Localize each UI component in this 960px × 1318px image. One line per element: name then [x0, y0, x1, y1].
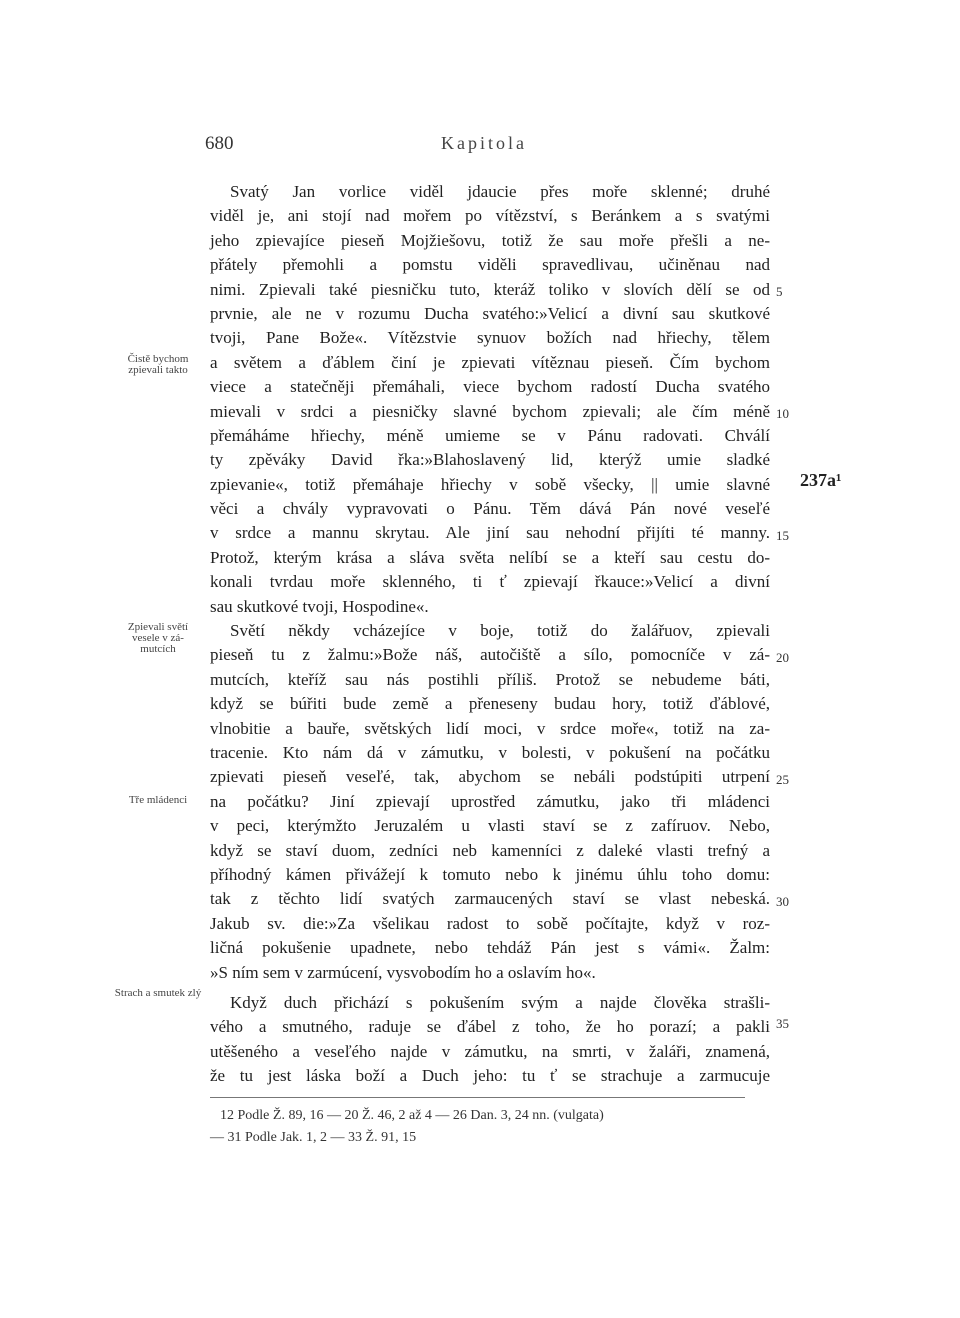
line-number: 15: [776, 528, 789, 543]
line-number: 35: [776, 1016, 789, 1031]
margin-note: Čistě bychom zpievali takto: [127, 353, 189, 376]
text-line: přátely přemohli a pomstu viděli spravedlivau, učiněnau nad: [210, 255, 770, 275]
text-line: mutcích, kteříž sau nás postihli příliš. Protož se nebudeme báti,: [210, 669, 770, 689]
running-title: Kapitola: [441, 133, 527, 153]
line-number: 5: [776, 284, 783, 299]
text-line: utěšeného a veseľého najde v zámutku, na smrti, v žaláři, znamená,: [210, 1041, 770, 1061]
text-line: když se staví duom, zedníci neb kamenníci z daleké vlasti trefný a: [210, 840, 770, 860]
text-line: v srdce a mannu skrytau. Ale jiní sau nehodní přijíti té manny.: [210, 523, 770, 543]
text-line: jeho zpievajíce pieseň Mojžiešovu, totiž že sau moře přešli a ne-: [210, 230, 770, 250]
margin-note: Tře mládenci: [128, 794, 188, 806]
text-line: Svatý Jan vorlice viděl jdaucie přes moře sklenné; druhé: [230, 182, 770, 201]
text-line: tak z těchto lidí svatých zarmaucených staví se vlast nebeská.: [210, 889, 770, 909]
text-line: pieseň tu z žalmu:»Bože náš, autočiště a sílo, pomocníče v zá-: [210, 645, 770, 665]
text-line: zpievati pieseň veseľé, tak, abychom se nebáli podstúpiti utrpení: [210, 767, 770, 787]
text-line: ty zpěváky David řka:»Blahoslavený lid, kterýž umie sladké: [210, 450, 770, 470]
text-line: na počátku? Jiní zpievají uprostřed zámutku, jako tři mládenci: [210, 791, 770, 811]
text-line: vlnobitie a bauře, světských lidí moci, v srdce moře«, totiž na za-: [210, 718, 770, 738]
text-line: tracenie. Kto nám dá v zámutku, v bolesti, v pokušení na počátku: [210, 742, 770, 762]
line-number: 30: [776, 894, 789, 909]
text-line: konali tvrdau moře sklenného, ti ť zpievají řkauce:»Velicí a divní: [210, 572, 770, 592]
text-line: sau skutkové tvoji, Hospodine«.: [210, 596, 429, 616]
footnote-line: — 31 Podle Jak. 1, 2 — 33 Ž. 91, 15: [210, 1130, 417, 1145]
main-text: [210, 180, 770, 1088]
text-line: a světem a ďáblem činí je zpievati vítěznau pieseň. Čím bychom: [210, 352, 770, 372]
text-line: »S ním sem v zarmúcení, vysvobodím ho a oslavím ho«.: [210, 962, 596, 982]
text-line: viece a statečněji přemáhali, viece bychom radostí Ducha svatého: [210, 377, 770, 397]
text-line: příhodný kámen přivážejí k tomuto nebo k jinému úhlu toho domu:: [210, 864, 770, 884]
text-line: zpievanie«, totiž přemáhaje hřiechy v sobě všecky, || umie slavné: [210, 474, 770, 494]
footnote-divider: [210, 1097, 745, 1098]
text-line: vého a smutného, raduje se ďábel z toho, že ho porazí; a pakli: [210, 1017, 770, 1037]
text-line: prvnie, ale ne v rozumu Ducha svatého:»Velicí a divní sau skutkové: [210, 303, 770, 323]
text-line: Protož, kterým krása a sláva světa nelíbí se a kteří sau cestu do-: [210, 547, 770, 567]
text-line: mievali v srdci a piesničky slavné bychom zpievali; ale čím méně: [210, 401, 770, 421]
text-line: že tu jest láska boží a Duch jeho: tu ť se strachuje a zarmucuje: [210, 1066, 770, 1086]
page-number: 680: [205, 133, 234, 154]
text-line: Když duch přichází s pokušením svým a najde člověka strašli-: [230, 992, 770, 1012]
line-number: 10: [776, 406, 789, 421]
line-number: 25: [776, 772, 789, 787]
text-line: Světí někdy vcházejíce v boje, totiž do žalářuov, zpievali: [230, 621, 770, 641]
folio-reference: 237a¹: [800, 470, 842, 490]
text-line: v peci, kterýmžto Jeruzalém u vlasti staví se z zafíruov. Nebo,: [210, 816, 770, 836]
text-line: tvoji, Pane Bože«. Vítězstvie synuov božích nad hřiechy, tělem: [210, 328, 770, 348]
text-line: viděl je, ani stojí nad mořem po vítězství, s Beránkem a s svatými: [210, 206, 770, 226]
text-line: přemáháme hřiechy, méně umieme se v Pánu radovati. Chválí: [210, 425, 770, 445]
margin-note: Zpievali světí vesele v zá- mutcích: [127, 621, 189, 655]
footnote-line: 12 Podle Ž. 89, 16 — 20 Ž. 46, 2 až 4 — 26 Dan. 3, 24 nn. (vulgata): [220, 1108, 604, 1123]
text-line: nimi. Zpievali také piesničku tuto, kteráž toliko v slovích dělí se od: [210, 279, 770, 299]
text-line: ličná pokušenie upadnete, nebo tehdáž Pán jest s vámi«. Žalm:: [210, 938, 770, 958]
line-number: 20: [776, 650, 789, 665]
text-line: Jakub sv. die:»Za všelikau radost to sobě počítajte, když v roz-: [210, 913, 770, 933]
text-line: věci a chvály vypravovati o Pánu. Těm dává Pán nové veseľé: [210, 499, 770, 519]
margin-note: Strach a smutek zlý: [114, 987, 202, 999]
text-line: když se búřiti bude země a přeneseny budau hory, totiž ďáblové,: [210, 694, 770, 714]
